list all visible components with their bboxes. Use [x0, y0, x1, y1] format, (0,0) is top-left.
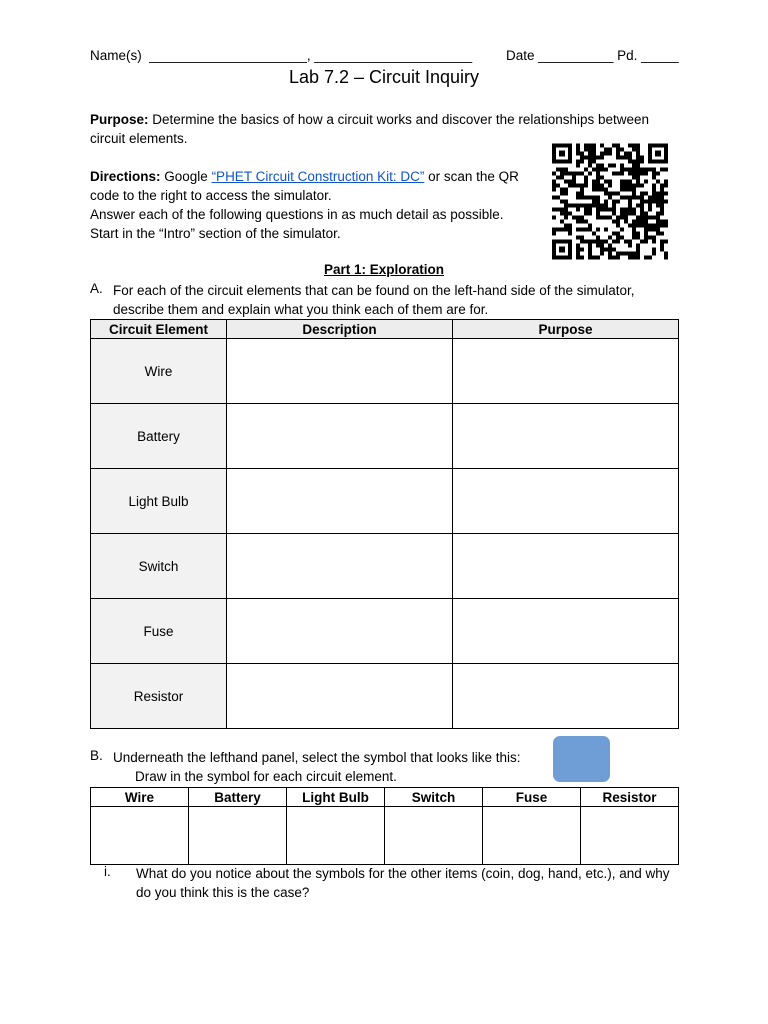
- question-a-text: For each of the circuit elements that can be found on the left-hand side of the simulator, describe them and explain what you think each of them are for.: [113, 283, 635, 317]
- phet-link[interactable]: “PHET Circuit Construction Kit: DC”: [211, 169, 425, 184]
- description-cell[interactable]: [227, 339, 453, 404]
- question-a: [90, 281, 680, 319]
- directions-line2: Answer each of the following questions in as much detail as possible.: [90, 207, 504, 222]
- directions-label: Directions:: [90, 169, 161, 184]
- element-label: Resistor: [91, 664, 227, 729]
- element-label: Wire: [91, 339, 227, 404]
- description-cell[interactable]: [227, 534, 453, 599]
- directions-pre: Google: [160, 169, 212, 184]
- question-b-letter: B.: [90, 748, 103, 763]
- symbol-header-battery: Battery: [189, 788, 287, 807]
- names-field[interactable]: Name(s) _____________________, _____________________: [90, 48, 473, 63]
- purpose-cell[interactable]: [453, 339, 679, 404]
- part1-title: Part 1: Exploration: [323, 262, 445, 277]
- component-symbol-swatch: [553, 736, 610, 782]
- table-row: [91, 664, 679, 729]
- header-description: Description: [227, 320, 453, 339]
- question-b-subtext: Draw in the symbol for each circuit element.: [135, 769, 397, 784]
- table-header-row: [91, 320, 679, 339]
- directions-line3: Start in the “Intro” section of the simulator.: [90, 226, 341, 241]
- qr-code[interactable]: [552, 141, 668, 262]
- description-cell[interactable]: [227, 664, 453, 729]
- table-row: [91, 339, 679, 404]
- purpose-text: Determine the basics of how a circuit works and discover the relationships between circuit elements.: [90, 112, 650, 146]
- purpose-cell[interactable]: [453, 534, 679, 599]
- symbol-cell-fuse[interactable]: [483, 807, 581, 865]
- symbol-header-fuse: Fuse: [483, 788, 581, 807]
- table-header-row: [91, 788, 679, 807]
- purpose-cell[interactable]: [453, 469, 679, 534]
- date-period-field[interactable]: Date __________ Pd. _____: [506, 48, 679, 63]
- table-row: [91, 807, 679, 865]
- element-label: Light Bulb: [91, 469, 227, 534]
- table-row: [91, 404, 679, 469]
- circuit-elements-table: [90, 319, 679, 729]
- directions-paragraph: [90, 167, 530, 243]
- directions-post: or scan the QR code to the right to access the simulator.: [90, 169, 519, 203]
- header-line: [90, 48, 678, 66]
- table-row: [91, 599, 679, 664]
- page-title: Lab 7.2 – Circuit Inquiry: [288, 67, 480, 87]
- symbol-cell-wire[interactable]: [91, 807, 189, 865]
- header-circuit-element: Circuit Element: [91, 320, 227, 339]
- symbol-header-switch: Switch: [385, 788, 483, 807]
- header-purpose: Purpose: [453, 320, 679, 339]
- table-row: [91, 534, 679, 599]
- description-cell[interactable]: [227, 599, 453, 664]
- purpose-cell[interactable]: [453, 404, 679, 469]
- purpose-cell[interactable]: [453, 599, 679, 664]
- symbol-header-resistor: Resistor: [581, 788, 679, 807]
- symbol-header-light-bulb: Light Bulb: [287, 788, 385, 807]
- question-i: [104, 864, 674, 904]
- element-label: Switch: [91, 534, 227, 599]
- symbol-cell-light-bulb[interactable]: [287, 807, 385, 865]
- symbol-cell-resistor[interactable]: [581, 807, 679, 865]
- description-cell[interactable]: [227, 404, 453, 469]
- question-i-numeral: i.: [104, 864, 111, 879]
- symbol-header-wire: Wire: [91, 788, 189, 807]
- question-i-text: What do you notice about the symbols for the other items (coin, dog, hand, etc.), and why do you think this is the case?: [136, 866, 670, 900]
- table-row: [91, 469, 679, 534]
- circuit-symbols-table: [90, 787, 679, 865]
- element-label: Fuse: [91, 599, 227, 664]
- description-cell[interactable]: [227, 469, 453, 534]
- purpose-cell[interactable]: [453, 664, 679, 729]
- symbol-cell-battery[interactable]: [189, 807, 287, 865]
- element-label: Battery: [91, 404, 227, 469]
- question-a-letter: A.: [90, 281, 103, 296]
- question-b: [90, 748, 560, 786]
- symbol-cell-switch[interactable]: [385, 807, 483, 865]
- purpose-label: Purpose:: [90, 112, 149, 127]
- question-b-text: Underneath the lefthand panel, select the symbol that looks like this:: [113, 750, 521, 765]
